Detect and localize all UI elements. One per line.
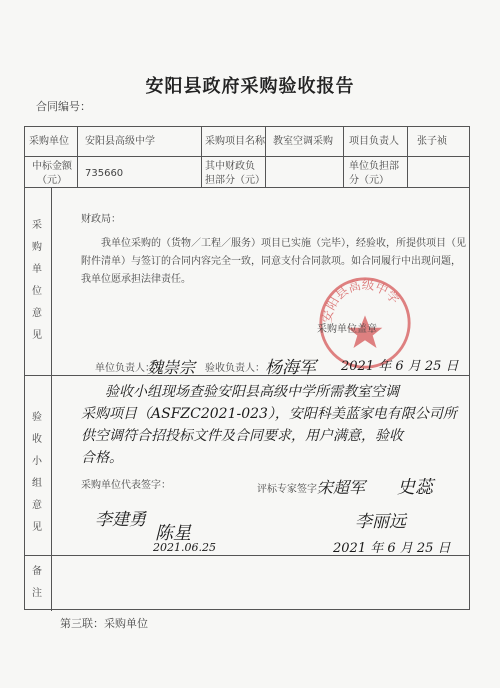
unit-manager-signature: 魏崇宗 <box>147 358 196 377</box>
acceptance-form <box>24 126 470 610</box>
acceptance-manager-label: 验收负责人： <box>205 363 265 374</box>
expert-signature-1: 宋超军 <box>317 478 366 497</box>
fiscal-label: 其中财政负担部分（元） <box>205 161 265 186</box>
footer-copy-label: 第三联：采购单位 <box>60 617 148 630</box>
opinion-date: 2021 年 6 月 25 日 <box>341 359 459 374</box>
seal-label: 采购单位盖章 <box>317 324 377 335</box>
rep-signature-2: 陈星 <box>155 523 191 544</box>
group-date: 2021 年 6 月 25 日 <box>333 541 451 556</box>
expert-signature-label: 评标专家签字： <box>257 484 327 495</box>
page-title: 安阳县政府采购验收报告 <box>145 76 355 97</box>
manager-label: 项目负责人 <box>349 136 399 147</box>
rep-signature-label: 采购单位代表签字： <box>81 480 171 491</box>
group-opinion-line-1: 验收小组现场查验安阳县高级中学所需教室空调 <box>105 384 399 400</box>
acceptance-manager-signature: 杨海军 <box>265 358 316 378</box>
remarks-side-label: 备 注 <box>32 566 42 599</box>
project-value: 教室空调采购 <box>273 136 333 147</box>
group-side-label: 验 收 小 组 意 见 <box>32 412 42 533</box>
unit-manager-label: 单位负责人： <box>95 363 155 374</box>
expert-signature-2: 史蕊 <box>397 477 433 498</box>
group-opinion-line-4: 合格。 <box>81 450 123 466</box>
rep-signature-1: 李建勇 <box>95 510 146 530</box>
rep-signature-2-date: 2021.06.25 <box>153 541 216 554</box>
group-opinion-line-3: 供空调符合招投标文件及合同要求，用户满意，验收 <box>81 428 403 444</box>
unit-value: 安阳县高级中学 <box>85 136 155 147</box>
unit-label: 采购单位 <box>29 136 69 147</box>
opinion-paragraph: 我单位采购的（货物／工程／服务）项目已实施（完毕），经验收，所提供项目（见附件清单）与签订的合同内容完全一致，同意支付合同款项。如合同履行中出现问题，我单位愿承担法律责任。 <box>81 238 466 285</box>
contract-number-label: 合同编号： <box>36 100 91 113</box>
group-opinion-line-2: 采购项目（ASFZC2021-023），安阳科美蓝家电有限公司所 <box>81 406 457 422</box>
opinion-side-label: 采 购 单 位 意 见 <box>32 220 42 341</box>
opinion-greeting: 财政局： <box>81 214 121 225</box>
amount-label: 中标金额（元） <box>32 161 72 186</box>
amount-value: 735660 <box>85 168 124 179</box>
svg-text:安阳县高级中学: 安阳县高级中学 <box>318 276 403 324</box>
project-label: 采购项目名称 <box>205 136 265 147</box>
expert-signature-3: 李丽远 <box>355 512 406 532</box>
manager-value: 张子祯 <box>417 136 447 147</box>
unit-share-label: 单位负担部分（元） <box>349 161 399 186</box>
